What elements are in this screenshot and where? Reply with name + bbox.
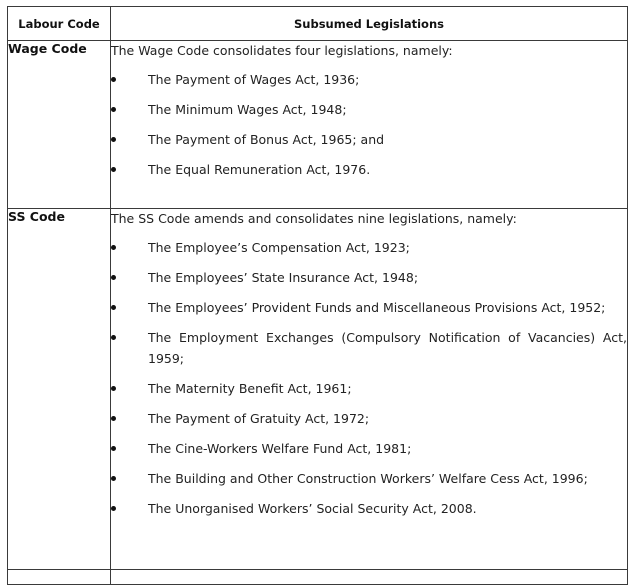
- legislation-text: The Building and Other Construction Workers’ Welfare Cess Act, 1996;: [148, 471, 588, 486]
- legislation-list: [111, 69, 627, 180]
- bullet-icon: [111, 476, 116, 481]
- legislation-text: The Employees’ Provident Funds and Miscellaneous Provisions Act, 1952;: [148, 300, 606, 315]
- code-name-cell: Wage Code: [8, 41, 111, 209]
- bullet-icon: [111, 305, 116, 310]
- header-row: [8, 7, 628, 41]
- bullet-icon: [111, 275, 116, 280]
- bullet-icon: [111, 77, 116, 82]
- list-item: [111, 438, 627, 459]
- list-item: [111, 468, 627, 489]
- bullet-icon: [111, 335, 116, 340]
- list-item: [111, 408, 627, 429]
- header-subsumed-legislations: Subsumed Legislations: [111, 7, 628, 41]
- legislation-text: The Unorganised Workers’ Social Security Act, 2008.: [148, 501, 477, 516]
- list-item: [111, 498, 627, 519]
- legislations-cell: [111, 41, 628, 209]
- empty-cell: [111, 570, 628, 585]
- empty-cell: [8, 570, 111, 585]
- code-name-cell: SS Code: [8, 209, 111, 570]
- legislation-list: [111, 237, 627, 519]
- list-item: [111, 69, 627, 90]
- list-item: [111, 327, 627, 369]
- legislation-text: The Maternity Benefit Act, 1961;: [148, 381, 352, 396]
- list-item: [111, 267, 627, 288]
- list-item: [111, 237, 627, 258]
- list-item: [111, 99, 627, 120]
- list-item: [111, 297, 627, 318]
- legislation-text: The Employment Exchanges (Compulsory Notification of Vacancies) Act, 1959;: [148, 330, 627, 366]
- list-item: [111, 159, 627, 180]
- legislation-text: The Equal Remuneration Act, 1976.: [148, 162, 371, 177]
- row-intro-text: The SS Code amends and consolidates nine legislations, namely:: [111, 211, 517, 226]
- legislation-text: The Employees’ State Insurance Act, 1948;: [148, 270, 419, 285]
- labour-codes-table: [7, 6, 628, 585]
- legislation-text: The Cine-Workers Welfare Fund Act, 1981;: [148, 441, 412, 456]
- bullet-icon: [111, 167, 116, 172]
- legislation-text: The Payment of Wages Act, 1936;: [148, 72, 360, 87]
- legislation-text: The Payment of Bonus Act, 1965; and: [148, 132, 385, 147]
- table-row-cut-off: [8, 570, 628, 585]
- bullet-icon: [111, 506, 116, 511]
- bullet-icon: [111, 107, 116, 112]
- legislation-text: The Employee’s Compensation Act, 1923;: [148, 240, 410, 255]
- row-intro-text: The Wage Code consolidates four legislations, namely:: [111, 43, 453, 58]
- legislation-text: The Payment of Gratuity Act, 1972;: [148, 411, 370, 426]
- bullet-icon: [111, 137, 116, 142]
- legislations-cell: [111, 209, 628, 570]
- bullet-icon: [111, 386, 116, 391]
- bullet-icon: [111, 245, 116, 250]
- bullet-icon: [111, 416, 116, 421]
- table-row-wage-code: [8, 41, 628, 209]
- legislation-text: The Minimum Wages Act, 1948;: [148, 102, 347, 117]
- list-item: [111, 378, 627, 399]
- bullet-icon: [111, 446, 116, 451]
- table-row-ss-code: [8, 209, 628, 570]
- list-item: [111, 129, 627, 150]
- header-labour-code: Labour Code: [8, 7, 111, 41]
